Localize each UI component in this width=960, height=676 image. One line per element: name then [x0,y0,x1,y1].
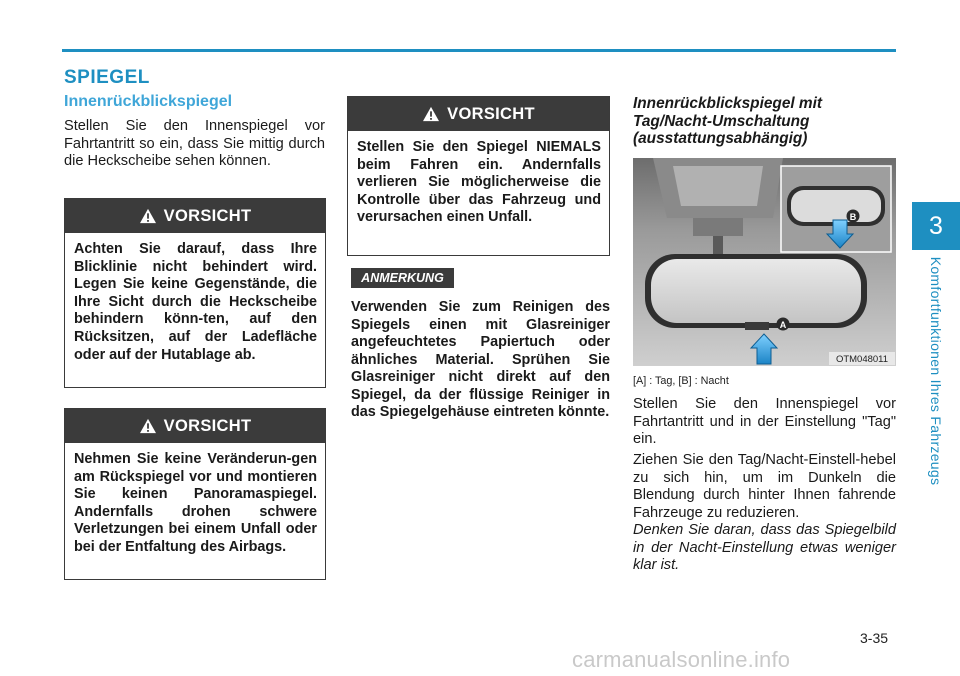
intro-paragraph: Stellen Sie den Innenspiegel vor Fahrtantritt so ein, dass Sie mittig durch die Heckscheibe sehen können. [64,118,325,169]
caution-header [65,409,325,443]
section-title: SPIEGEL [64,67,150,88]
watermark: carmanualsonline.info [572,647,791,672]
right-heading-line: Tag/Nacht-Umschaltung [633,112,810,130]
caution-text: Nehmen Sie keine Veränderun-gen am Rückspiegel vor und montieren Sie keinen Panoramaspiegel. Andernfalls drohen schwere Verletzungen bei einem Unfall oder bei der Entfaltung des Airbags. [74,451,317,555]
paragraph-night-setting: Ziehen Sie den Tag/Nacht-Einstell-hebel zu sich hin, um im Dunkeln die Blendung durch hinter Ihnen fahrende Fahrzeuge zu reduzieren. [633,452,896,521]
paragraph-note-clarity: Denken Sie daran, dass das Spiegelbild in der Nacht-Einstellung etwas weniger klar ist. [633,522,896,573]
page-number: 3-35 [860,630,889,646]
warning-triangle-icon [422,106,440,122]
mirror-photo [633,158,896,366]
caution-label: VORSICHT [163,416,252,435]
right-heading-line: Innenrückblickspiegel mit [633,95,823,112]
note-badge: ANMERKUNG [351,268,454,288]
caution-label: VORSICHT [163,206,252,225]
right-heading [633,95,898,148]
caution-box-sightline [64,198,326,388]
top-divider [62,49,896,52]
caution-header [65,199,325,233]
chapter-title-vertical: Komfortfunktionen Ihres Fahrzeugs [928,256,944,486]
warning-triangle-icon [139,418,157,434]
chapter-number-tab: 3 [912,202,960,250]
right-heading-line: (ausstattungsabhängig) [633,130,808,147]
paragraph-day-setting: Stellen Sie den Innenspiegel vor Fahrtantritt und in der Einstellung "Tag" ein. [633,396,896,447]
sub-heading: Innenrückblickspiegel [64,93,233,110]
caution-header [348,97,609,131]
caution-box-modification [64,408,326,580]
marker-b: B [849,212,857,222]
image-caption: [A] : Tag, [B] : Nacht [633,375,729,387]
caution-text: Stellen Sie den Spiegel NIEMALS beim Fahren ein. Andernfalls verlieren Sie möglicherweise die Kontrolle über das Fahrzeug und verursachen einen Unfall. [357,139,601,226]
note-text: Verwenden Sie zum Reinigen des Spiegels einen mit Glasreiniger angefeuchtetes Papiertuch oder ähnliches Material. Sprühen Sie Glasreiniger nicht direkt auf den Spiegel, da der flüssige Reiniger in das Spiegelgehäuse eintreten könnte. [351,299,610,420]
warning-triangle-icon [139,208,157,224]
caution-label: VORSICHT [447,104,535,123]
image-code: OTM048011 [835,354,889,365]
caution-box-driving [347,96,610,256]
marker-a: A [779,320,787,330]
caution-text: Achten Sie darauf, dass Ihre Blicklinie nicht behindert wird. Legen Sie keine Gegenstände, die Ihre Sicht durch die Heckscheibe behindern könn-ten, auf den Rücksitzen, auf der Ladefläche oder auf der Hutablage ab. [74,241,317,363]
